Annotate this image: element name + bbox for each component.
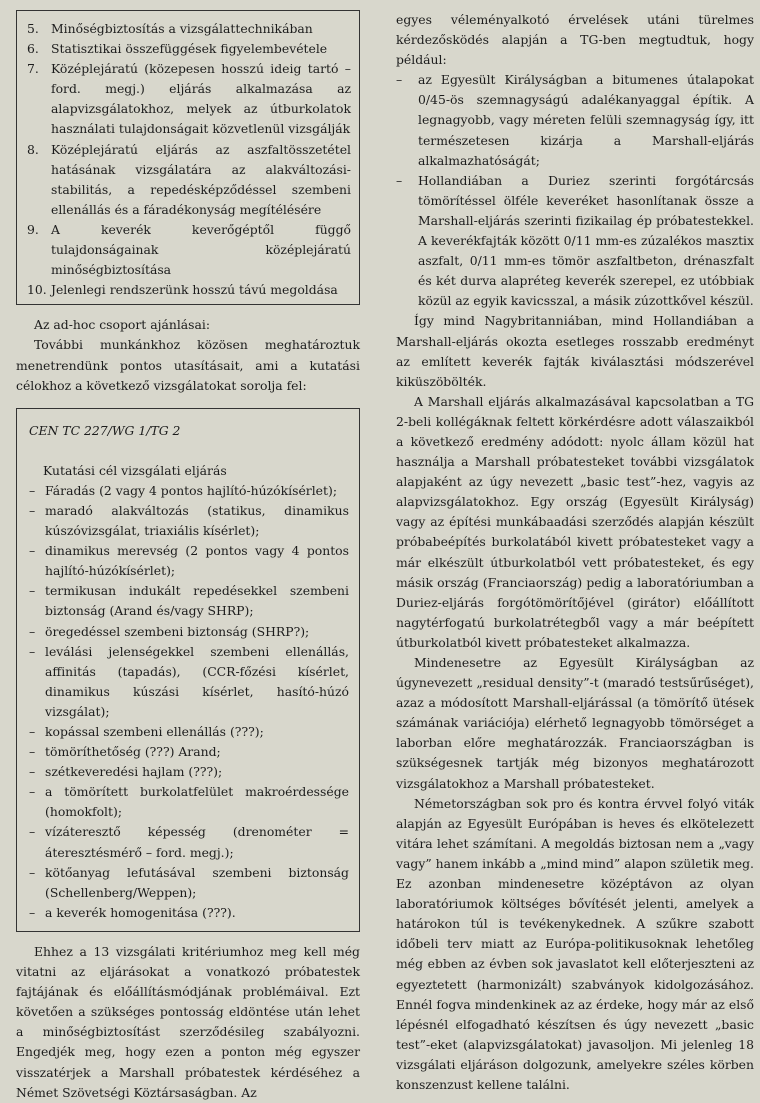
left-column [16,0,360,1103]
adhoc-paragraph: További munkánkhoz közösen meghatároztuk menetrendünk pontos utasításait, ami a kutatási célokhoz a következő vizsgálatokat sorolja fel: [16,337,360,393]
criteria-item: 6. Statisztikai összefüggések figyelembevétele [27,41,328,57]
right-column [396,10,754,1095]
criteria-item: 9. A keverék keverőgéptől függő tulajdonságainak középlejáratú minőségbiztosítása [27,221,351,278]
research-box-subtitle: Kutatási cél vizsgálati eljárás [43,462,227,478]
paragraph: Németországban sok pro és kontra érvvel folyó viták alapján az Egyesült Európában is heves és elkötelezett vitára lehet számítani. A megoldás biztosan nem a „vagy vagy” hanem inkább a „mind mind” alapon születik meg. Ez azonban mindenesetre középtávon az olyan laboratóriumok költséges bővítését jelenti, amelyek a határokon túl is tevékenykednek. A szűkre szabott időbeli terv miatt az Európa-politikusoknak lehetőleg még ebben az évben sok javaslatot kell előterjeszteni az egyeztetett (harmonizált) szabványok kidolgozásához. Ennél fogva mindenkinek az az érdeke, hogy már az első lépésnél elfogadható készítsen és úgy nevezett „basic test”-eket (alapvizsgálatokat) javasoljon. Mi jelenleg 18 vizsgálati eljáráson dolgozunk, amelyekre széles körben konszenzust kellene találni. [396,795,754,1092]
research-box-title: CEN TC 227/WG 1/TG 2 [29,422,181,438]
research-item: – kötőanyag lefutásával szembeni biztonság (Schellenberg/Weppen); [29,864,349,900]
criteria-item: 10. Jelenlegi rendszerünk hosszú távú megoldása [27,282,338,298]
criteria-item: 8. Középlejáratú eljárás az aszfaltösszetétel hatásának vizsgálatára az alakváltozási-stabilitás, a repedésképződéssel szembeni ellenállás és a fáradékonyság megítélésére [27,141,351,217]
research-item: – a keverék homogenitása (???). [29,904,236,920]
intro-paragraph: egyes véleményalkotó érvelések utáni türelmes kérdezősködés alapján a TG-ben megtudtuk, hogy például: [396,12,754,68]
research-item: – maradó alakváltozás (statikus, dinamikus kúszóvizsgálat, triaxiális kísérlet); [29,502,349,539]
research-item: – a tömörített burkolatfelület makroérdessége (homokfolt); [29,784,349,820]
research-item: – Fáradás (2 vagy 4 pontos hajlító-húzókísérlet); [29,482,337,498]
research-item: – szétkeveredési hajlam (???); [29,764,223,780]
research-item: – termikusan indukált repedésekkel szembeni biztonság (Arand és/vagy SHRP); [29,583,349,619]
example-item: – Hollandiában a Duriez szerinti forgótárcsás tömörítéssel ölféle keveréket hasonlítanak össze a Marshall-eljárás szerinti fizikailag ép próbatestekkel. A keverékfajták között 0/11 mm-es zúzalékos masztix aszfalt, 0/11 mm-es tömör aszfaltbeton, drénaszfalt és két durva alapréteg keverék szerepel, ez utóbbiak közül az egyik kavicsszal, a másik zúzottkővel készül. [396,172,754,309]
research-item: – leválási jelenségekkel szembeni ellenállás, affinitás (tapadás), (CCR-főzési kísérlet, dinamikus kúszási kísérlet, hasító-húzó vizsgálat); [29,643,349,719]
research-item: – kopással szembeni ellenállás (???); [29,724,264,739]
adhoc-heading: Az ad-hoc csoport ajánlásai: [34,317,211,333]
paragraph: A Marshall eljárás alkalmazásával kapcsolatban a TG 2-beli kollégáknak feltett körkérdésre adott válaszaikból a következő eredmény adódott: nyolc állam közül hat használja a Marshall próbatesteket további vizsgálatok alapjaként az úgy nevezett „basic test”-hez, vagyis az alapvizsgálatokhoz. Egy ország (Egyesült Királyság) vagy az építési munkábaadási szerződés alapján készült próbabeépítés burkolatából kivett próbatesteket vagy a már elkészült útburkolatból vett próbatesteket, és egy másik ország (Franciaország) pedig a laboratóriumban a Duriez-eljárás forgótömörítőjével (girátor) előállított nagytérfogatú burkolatrétegből vagy a már beépített útburkolatból kivett próbatesteket alkalmazza. [396,393,754,650]
closing-paragraph: Ehhez a 13 vizsgálati kritériumhoz meg kell még vitatni az eljárásokat a vonatkozó próbatestek fajtájának és előállításmódjának problémáival. Ezt követően a szükséges pontosság eldöntése után lehet a minőségbiztosítást szerződésileg szabályozni. Engedjék meg, hogy ezen a ponton még egyszer visszatérjek a Marshall próbatestek kérdéséhez a Német Szövetségi Köztársaságban. Az [16,943,360,1100]
paragraph: Mindenesetre az Egyesült Királyságban az úgynevezett „residual density”-t (maradó testsűrűséget), azaz a módosított Marshall-eljárással (a tömörítő ütések számának variációja) elérhető legnagyobb tömörséget a laborban előre meghatározzák. Franciaországban is szükségesnek tartják még bizonyos meghatározott vizsgálatokhoz a Marshall próbatesteket. [396,655,754,791]
criteria-item: 7. Középlejáratú (közepesen hosszú ideig tartó – ford. megj.) eljárás alkalmazása az alapvizsgálatokhoz, melyek az útburkolatok használati tulajdonságait közvetlenül vizsgálják [27,61,351,137]
paragraph: Így mind Nagybritanniában, mind Hollandiában a Marshall-eljárás okozta esetleges rosszabb eredményt az említett keverék fajták kiválasztási módszerével kiküszöbölték. [396,313,754,389]
criteria-box [16,10,360,305]
criteria-item: 5. Minőségbiztosítás a vizsgálattechnikában [27,21,313,36]
research-box [16,408,360,932]
research-item: – dinamikus merevség (2 pontos vagy 4 pontos hajlító-húzókísérlet); [29,543,349,579]
example-item: – az Egyesült Királyságban a bitumenes útalapokat 0/45-ös szemnagyságú adalékanyaggal építik. A legnagyobb, vagy méreten felüli szemnagyság így, itt természetesen kizárja a Marshall-eljárás alkalmazhatóságát; [396,72,754,168]
research-item: – vízáteresztő képesség (drenométer = áteresztésmérő – ford. megj.); [29,824,349,860]
research-item: – öregedéssel szembeni biztonság (SHRP?); [29,623,310,639]
research-item: – tömöríthetőség (???) Arand; [29,744,221,760]
